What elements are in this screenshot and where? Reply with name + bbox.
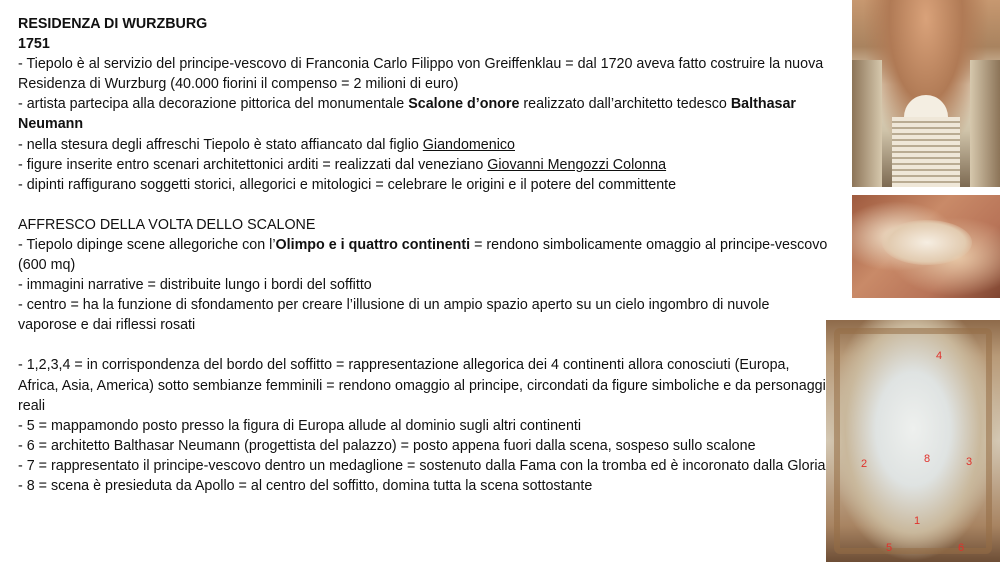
fresco-marker: 4	[936, 350, 943, 362]
link-mengozzi: Giovanni Mengozzi Colonna	[487, 156, 667, 173]
ceiling-photo	[852, 195, 1000, 298]
section-title: RESIDENZA DI WURZBURG	[18, 16, 208, 32]
paragraph: - centro = ha la funzione di sfondamento per creare l’illusione di un ampio spazio aperto su un cielo ingombro di nuvole vaporose e dai riflessi rosati	[18, 297, 770, 334]
paragraph: - artista partecipa alla decorazione pittorica del monumentale Scalone d’onore realizzato dall’architetto tedesco Balthasar Neumann	[18, 96, 796, 133]
year: 1751	[18, 36, 50, 53]
fresco-marker: 1	[914, 515, 921, 527]
link-giandomenico: Giandomenico	[422, 136, 515, 153]
staircase-photo	[852, 0, 1000, 187]
paragraph: - 5 = mappamondo posto presso la figura di Europa allude al dominio sugli altri continenti	[18, 417, 582, 434]
paragraph: - immagini narrative = distribuite lungo i bordi del soffitto	[18, 277, 372, 294]
paragraph: - Tiepolo è al servizio del principe-vescovo di Franconia Carlo Filippo von Greiffenklau = dal 1720 aveva fatto costruire la nuova Residenza di Wurzburg (40.000 fiorini il compenso = 2 milioni di euro)	[18, 56, 824, 93]
fresco-marker: 5	[886, 542, 893, 554]
fresco-map-photo	[826, 320, 1000, 562]
paragraph: - Tiepolo dipinge scene allegoriche con l’Olimpo e i quattro continenti = rendono simbolicamente omaggio al principe-vescovo (600 mq)	[18, 236, 828, 274]
paragraph: - 7 = rappresentato il principe-vescovo dentro un medaglione = sostenuto dalla Fama con la tromba ed è incoronato dalla Gloria	[18, 457, 826, 474]
paragraph: - figure inserite entro scenari architettonici arditi = realizzati dal veneziano Giovanni Mengozzi Colonna	[18, 156, 667, 173]
fresco-marker: 8	[924, 453, 931, 465]
section-title: AFFRESCO DELLA VOLTA DELLO SCALONE	[18, 216, 316, 233]
paragraph: - 8 = scena è presieduta da Apollo = al centro del soffitto, domina tutta la scena sottostante	[18, 477, 593, 494]
fresco-marker: 6	[958, 542, 965, 554]
fresco-marker: 2	[861, 458, 868, 470]
paragraph: - 6 = architetto Balthasar Neumann (progettista del palazzo) = posto appena fuori dalla scena, sospeso sullo scalone	[18, 437, 756, 454]
paragraph: - 1,2,3,4 = in corrispondenza del bordo del soffitto = rappresentazione allegorica dei 4 continenti allora conosciuti (Europa, Africa, Asia, America) sotto sembianze femminili = rendono omaggio al principe, circondati da figure simboliche e da personaggi reali	[18, 357, 826, 414]
fresco-marker: 3	[966, 456, 973, 468]
slide-text	[18, 14, 830, 496]
paragraph: - dipinti raffigurano soggetti storici, allegorici e mitologici = celebrare le origini e il potere del committente	[18, 176, 677, 193]
paragraph: - nella stesura degli affreschi Tiepolo è stato affiancato dal figlio Giandomenico	[18, 136, 515, 153]
